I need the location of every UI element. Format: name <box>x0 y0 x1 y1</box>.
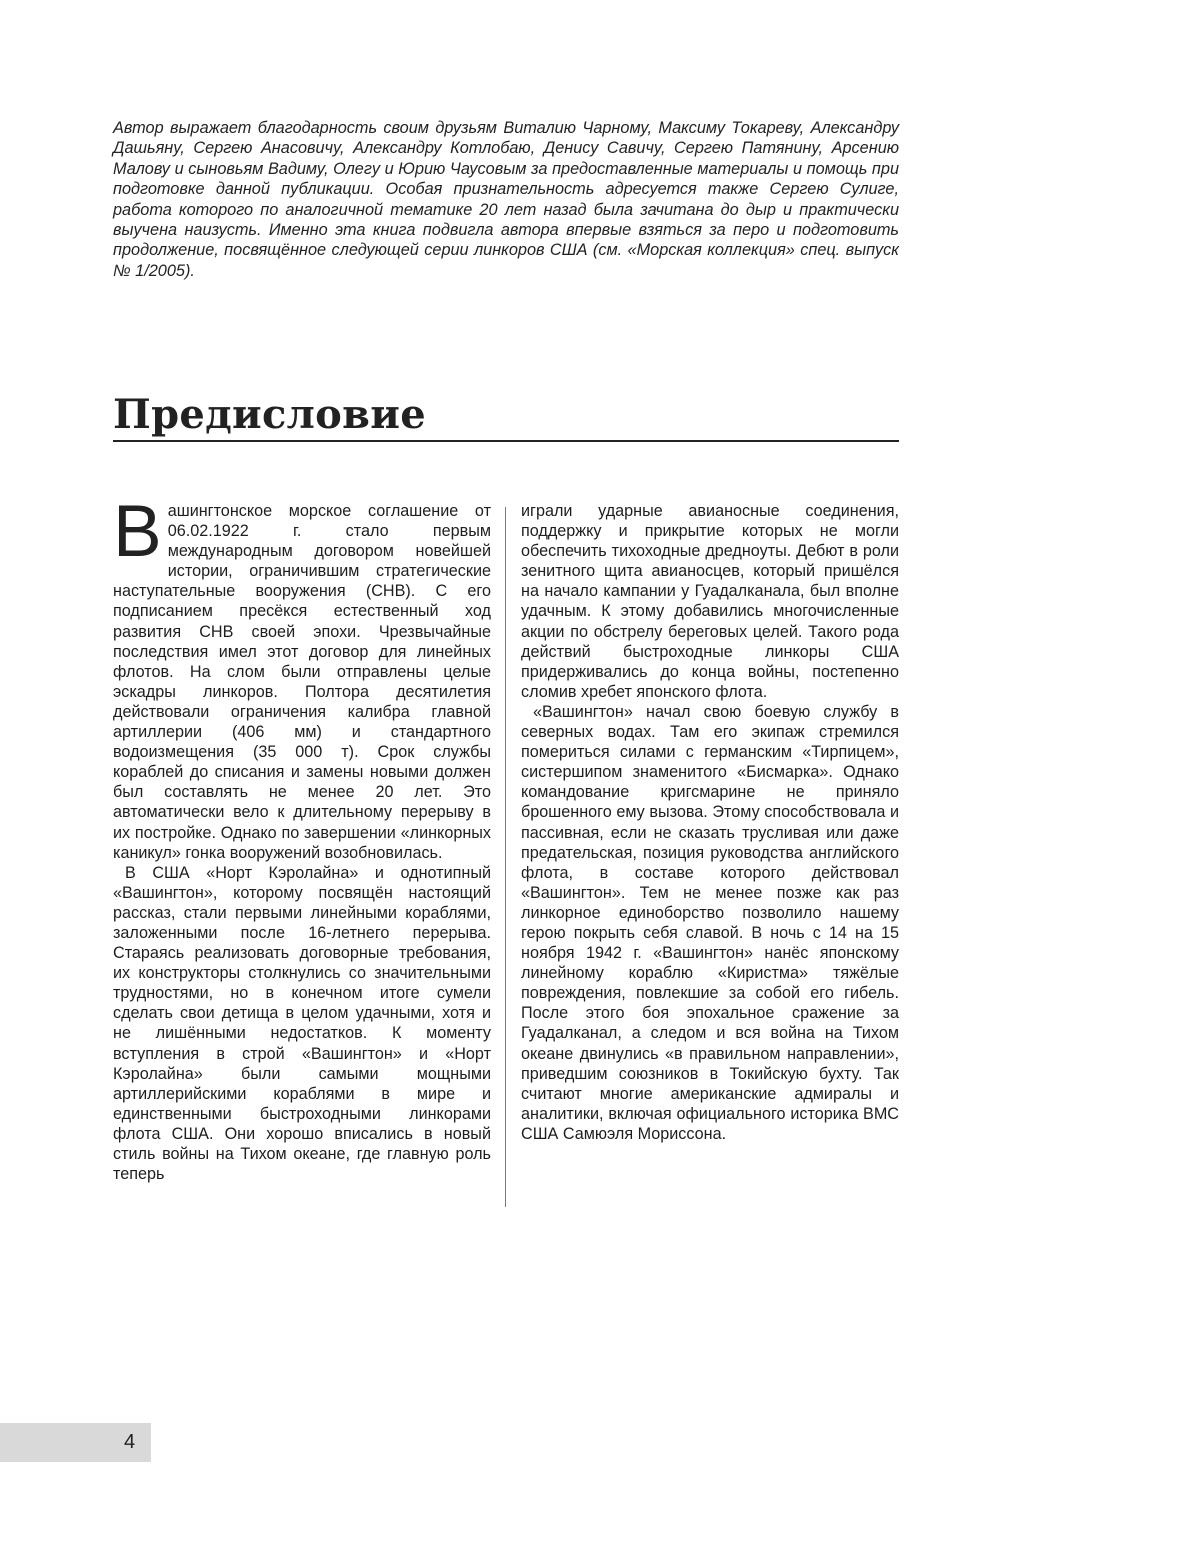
acknowledgement-text: Автор выражает благодарность своим друзьям Виталию Чарному, Максиму Токареву, Александру Дашьяну, Сергею Анасовичу, Александру Котлобаю, Денису Савичу, Сергею Патянину, Арсению Малову и сыновьям Вадиму, Олегу и Юрию Чаусовым за предоставленные материалы и помощь при подготовке данной публикации. Особая признательность адресуется также Сергею Сулиге, работа которого по аналогичной тематике 20 лет назад была зачитана до дыр и практически выучена наизусть. Именно эта книга подвигла автора впервые взяться за перо и подготовить продолжение, посвящённое следующей серии линкоров США (см. «Морская коллекция» спец. выпуск № 1/2005). <box>113 119 899 280</box>
article-paragraph-1 <box>113 491 491 863</box>
article-paragraph-1-text: ашингтонское морское соглашение от 06.02.1922 г. стало первым международным договором новейшей истории, ограничившим стратегические наступательные вооружения (СНВ). С его подписанием пресёкся естественный ход развития СНВ своей эпохи. Чрезвычайные последствия имел этот договор для линейных флотов. На слом были отправлены целые эскадры линкоров. Полтора десятилетия действовали ограничения калибра главной артиллерии (406 мм) и стандартного водоизмещения (35 000 т). Срок службы кораблей до списания и замены новыми должен был составлять не менее 20 лет. Это автоматически вело к длительному перерыву в их постройке. Однако по завершении «линкорных каникул» гонка вооружений возобновилась. <box>113 502 491 862</box>
article-paragraph-3: «Вашингтон» начал свою боевую службу в северных водах. Там его экипаж стремился помериться силами с германским «Тирпицем», систершипом знаменитого «Бисмарка». Однако командование кригсмарине не приняло брошенного ему вызова. Этому способствовала и пассивная, если не сказать трусливая или даже предательская, позиция руководства английского флота, в составе которого действовал «Вашингтон». Тем не менее позже как раз линкорное единоборство позволило нашему герою покрыть себя славой. В ночь с 14 на 15 ноября 1942 г. «Вашингтон» нанёс японскому линейному кораблю «Киристма» тяжёлые повреждения, повлекшие за собой его гибель. После этого боя эпохальное сражение за Гуадалканал, а следом и вся война на Тихом океане двинулись «в правильном направлении», приведшим союзников в Токийскую бухту. Так считают многие американские адмиралы и аналитики, включая официального историка ВМС США Самюэля Мориссона. <box>521 702 899 1143</box>
column-divider <box>505 507 506 1207</box>
article-column-left <box>113 491 491 1184</box>
article-column-right <box>521 501 899 1144</box>
drop-cap: В <box>113 491 162 572</box>
section-heading: Предисловие <box>113 391 426 438</box>
page-number: 4 <box>124 1431 136 1453</box>
article-paragraph-2: В США «Норт Кэролайна» и однотипный «Вашингтон», которому посвящён настоящий рассказ, стали первыми линейными кораблями, заложенными после 16-летнего перерыва. Стараясь реализовать договорные требования, их конструкторы столкнулись со значительными трудностями, но в конечном итоге сумели сделать свои детища в целом удачными, хотя и не лишёнными недостатков. К моменту вступления в строй «Вашингтон» и «Норт Кэролайна» были самыми мощными артиллерийскими кораблями в мире и единственными быстроходными линкорами флота США. Они хорошо вписались в новый стиль войны на Тихом океане, где главную роль теперь <box>113 863 491 1184</box>
article-paragraph-2-continued: играли ударные авианосные соединения, поддержку и прикрытие которых не могли обеспечить тихоходные дредноуты. Дебют в роли зенитного щита авианосцев, который пришёлся на начало кампании у Гуадалканала, был вполне удачным. К этому добавились многочисленные акции по обстрелу береговых целей. Такого рода действий быстроходные линкоры США придерживались до конца войны, постепенно сломив хребет японского флота. <box>521 502 899 701</box>
heading-underline <box>113 440 899 442</box>
